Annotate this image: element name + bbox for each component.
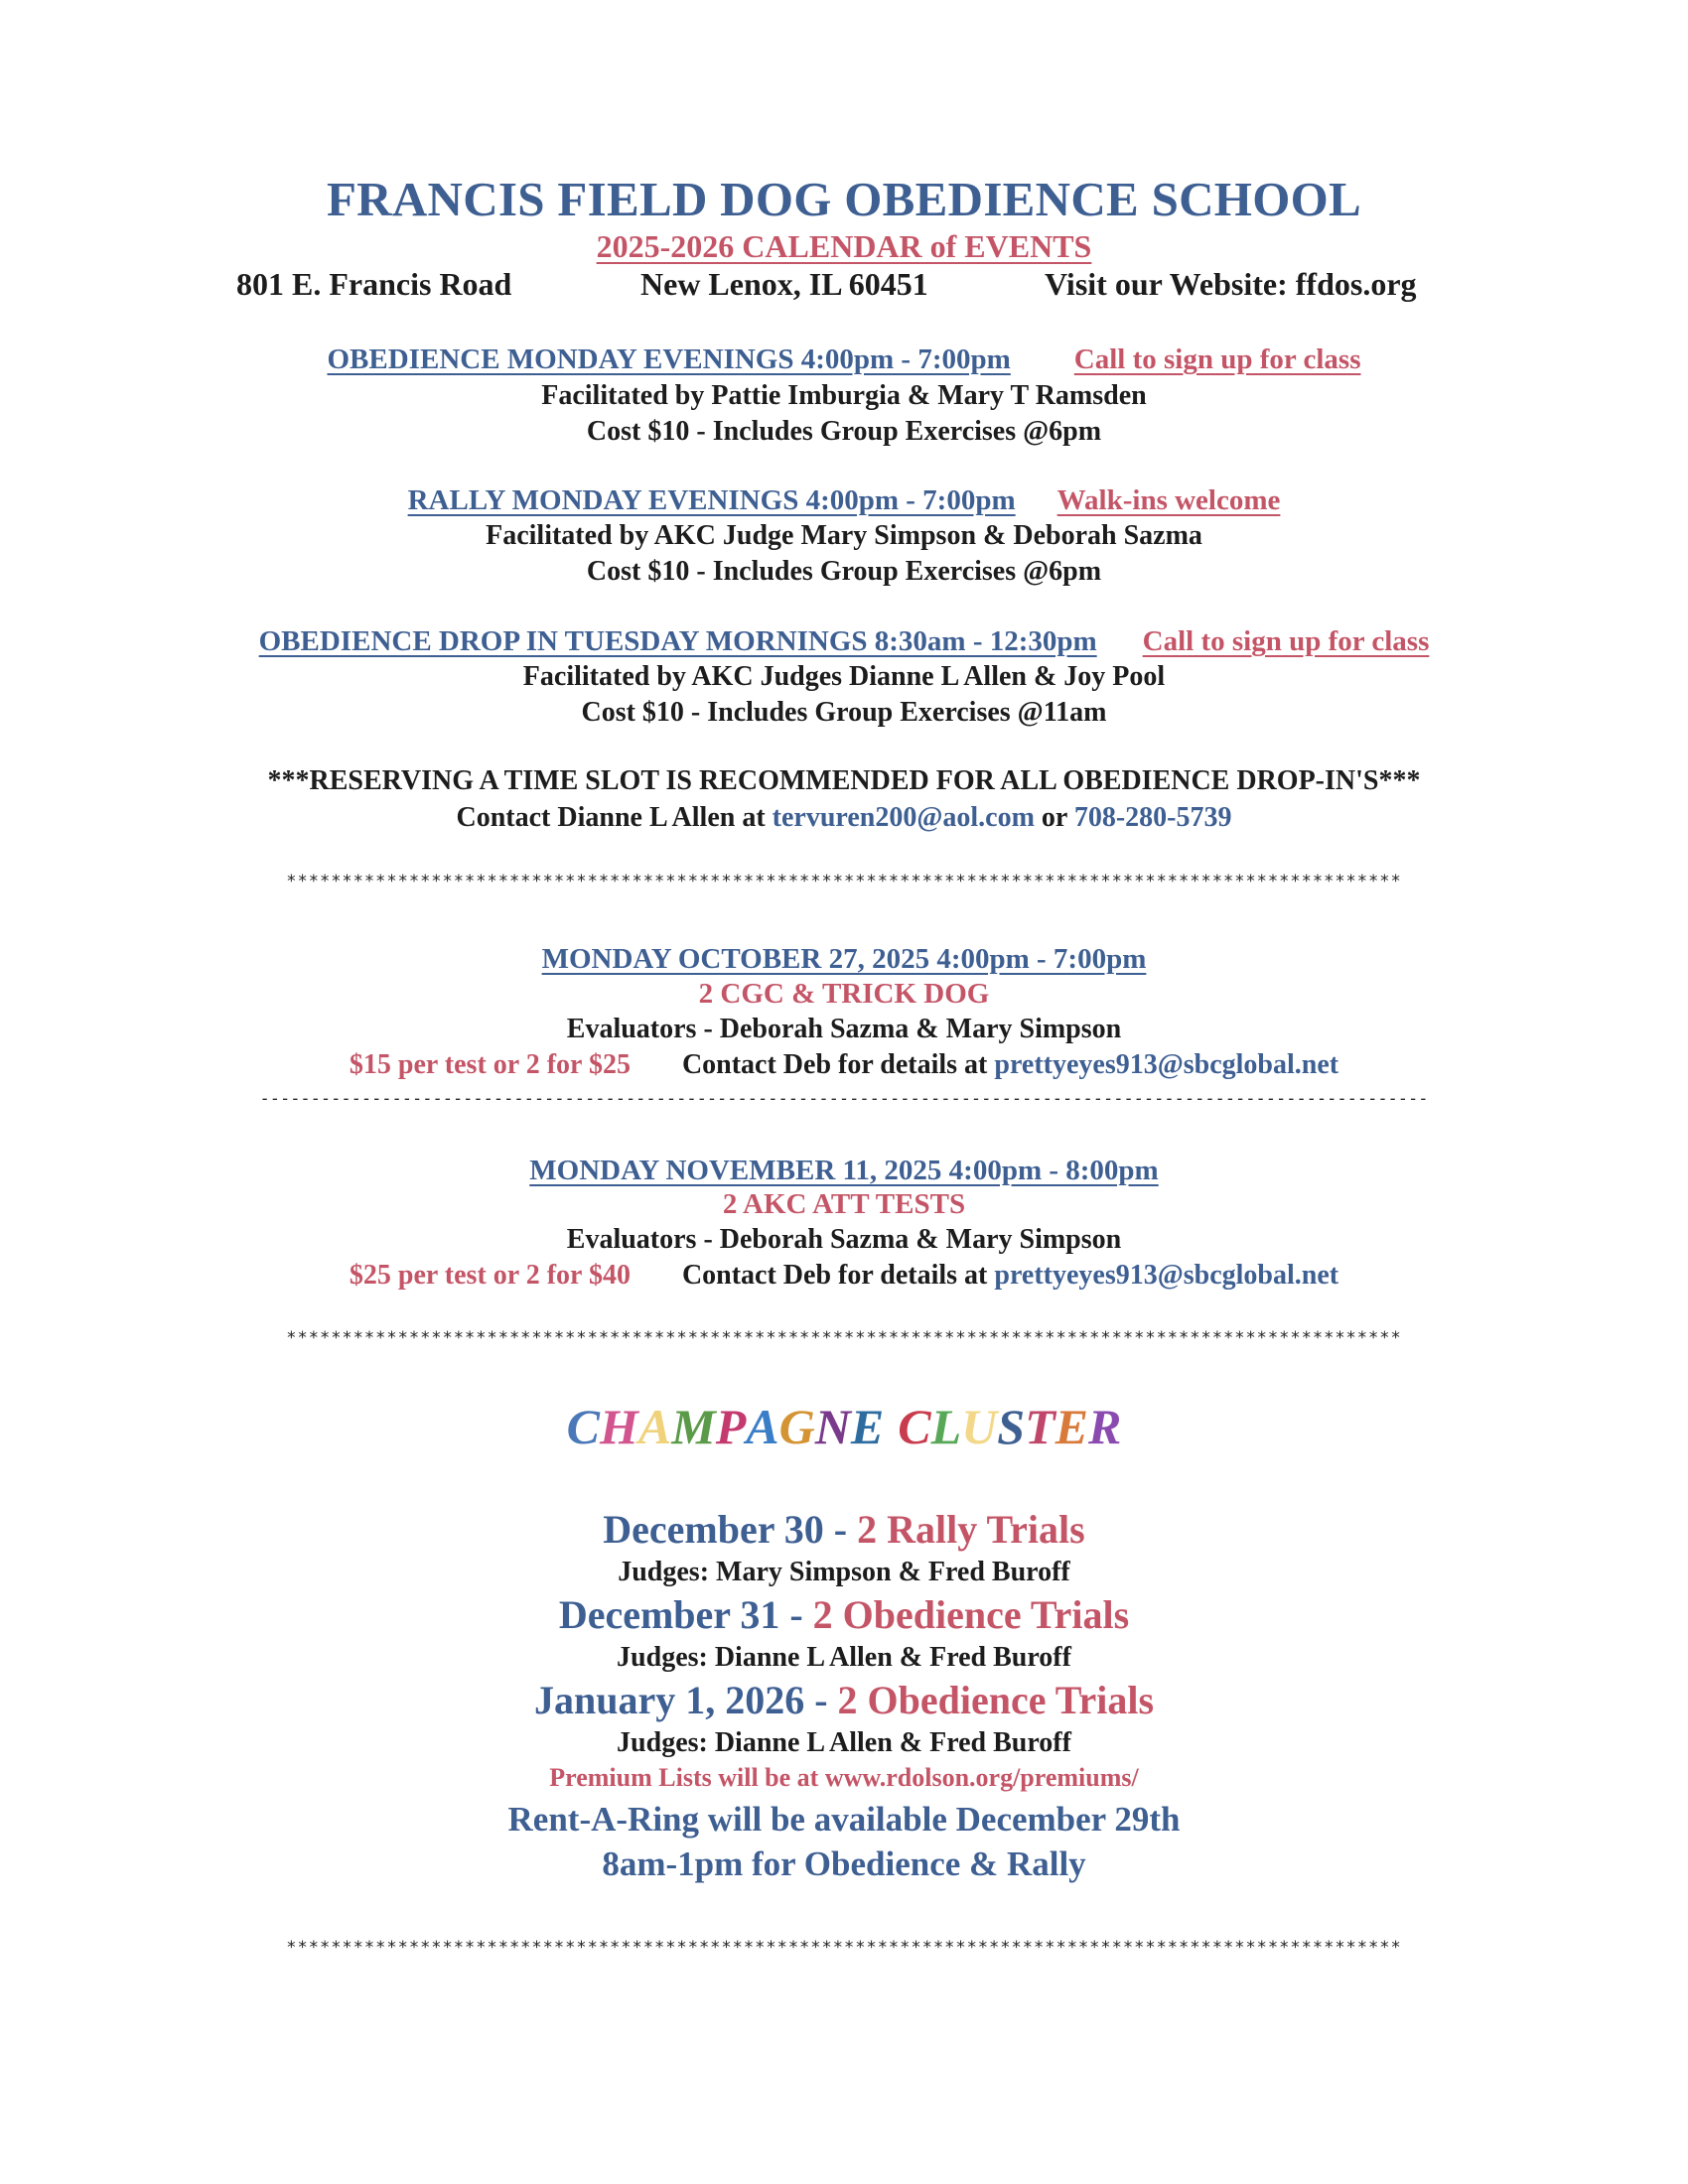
cluster-title — [0, 1398, 1688, 1455]
contact-email-link[interactable]: tervuren200@aol.com — [772, 802, 1035, 833]
cluster-title-letter: A — [746, 1399, 779, 1454]
test-date-text: MONDAY OCTOBER 27, 2025 4:00pm - 7:00pm — [541, 943, 1147, 975]
class-heading: OBEDIENCE DROP IN TUESDAY MORNINGS 8:30am - 12:30pm — [258, 625, 1097, 657]
test-date-text: MONDAY NOVEMBER 11, 2025 4:00pm - 8:00pm — [529, 1155, 1159, 1186]
trial-event: 2 Obedience Trials — [812, 1592, 1130, 1637]
trial-row — [0, 1506, 1688, 1553]
test-contact-email-link[interactable]: prettyeyes913@sbcglobal.net — [994, 1049, 1339, 1080]
rent-a-ring-hours: 8am-1pm for Obedience & Rally — [602, 1844, 1086, 1883]
cluster-title-letter: L — [930, 1399, 962, 1454]
street-address: 801 E. Francis Road — [236, 266, 512, 302]
class-facilitator: Facilitated by AKC Judges Dianne L Allen & Joy Pool — [522, 661, 1166, 692]
class-heading-row — [0, 484, 1688, 517]
class-heading-row — [0, 625, 1688, 658]
class-cost: Cost $10 - Includes Group Exercises @11am — [581, 697, 1107, 728]
test-price-row — [0, 1049, 1688, 1081]
test-contact-prefix: Contact Deb for details at — [681, 1049, 988, 1080]
reserve-contact-prefix: Contact Dianne L Allen at — [456, 802, 766, 833]
class-heading: RALLY MONDAY EVENINGS 4:00pm - 7:00pm — [407, 484, 1016, 516]
trial-row — [0, 1677, 1688, 1723]
city-address: New Lenox, IL 60451 — [640, 266, 928, 302]
test-date — [0, 943, 1688, 976]
reserve-notice: ***RESERVING A TIME SLOT IS RECOMMENDED FOR ALL OBEDIENCE DROP-IN'S*** — [267, 765, 1421, 796]
class-note: Walk-ins welcome — [1056, 484, 1281, 516]
cluster-title-letter: C — [898, 1399, 931, 1454]
class-facilitator: Facilitated by Pattie Imburgia & Mary T Ramsden — [541, 380, 1147, 411]
cluster-title-letter: H — [600, 1399, 638, 1454]
trial-date: December 31 - — [558, 1592, 813, 1637]
test-price: $25 per test or 2 for $40 — [349, 1260, 631, 1291]
trial-event: 2 Rally Trials — [857, 1507, 1085, 1552]
cluster-title-letter: E — [850, 1399, 885, 1454]
trial-date: January 1, 2026 - — [533, 1678, 838, 1722]
calendar-subtitle — [0, 228, 1688, 265]
class-heading-row — [0, 343, 1688, 376]
class-note: Call to sign up for class — [1073, 343, 1361, 375]
trial-judges: Judges: Dianne L Allen & Fred Buroff — [617, 1642, 1071, 1673]
website-text: Visit our Website: ffdos.org — [1045, 266, 1417, 302]
cluster-title-letter: P — [715, 1399, 747, 1454]
star-separator: **************************************************************************************************** — [286, 1328, 1402, 1348]
test-price-row — [0, 1260, 1688, 1292]
star-separator: **************************************************************************************************** — [286, 1938, 1402, 1958]
trial-judges: Judges: Dianne L Allen & Fred Buroff — [617, 1727, 1071, 1758]
class-facilitator: Facilitated by AKC Judge Mary Simpson & Deborah Sazma — [486, 520, 1202, 551]
cluster-title-letter: R — [1087, 1399, 1122, 1454]
cluster-title-letter: T — [1025, 1399, 1055, 1454]
class-cost: Cost $10 - Includes Group Exercises @6pm — [586, 416, 1102, 447]
dash-separator: ------------------------------------------------------------------------------------------------------------------- — [259, 1089, 1429, 1109]
cluster-title-text — [567, 1398, 1122, 1455]
test-price: $15 per test or 2 for $25 — [349, 1049, 631, 1080]
class-heading: OBEDIENCE MONDAY EVENINGS 4:00pm - 7:00pm — [327, 343, 1011, 375]
cluster-title-letter: C — [566, 1399, 601, 1454]
trial-date: December 30 - — [603, 1507, 858, 1552]
trial-row — [0, 1591, 1688, 1638]
reserve-contact — [0, 802, 1688, 834]
class-note: Call to sign up for class — [1142, 625, 1430, 657]
test-contact-prefix: Contact Deb for details at — [681, 1260, 988, 1291]
test-name: 2 CGC & TRICK DOG — [698, 978, 990, 1010]
contact-phone-link[interactable]: 708-280-5739 — [1073, 802, 1232, 833]
school-title: FRANCIS FIELD DOG OBEDIENCE SCHOOL — [326, 172, 1362, 226]
reserve-or: or — [1041, 802, 1067, 833]
test-name: 2 AKC ATT TESTS — [722, 1188, 966, 1220]
cluster-title-letter: G — [778, 1399, 815, 1454]
rent-a-ring-line: Rent-A-Ring will be available December 29th — [507, 1800, 1181, 1839]
cluster-title-letter: E — [1055, 1399, 1088, 1454]
star-separator: **************************************************************************************************** — [286, 872, 1402, 891]
test-date — [0, 1155, 1688, 1187]
cluster-title-letter: N — [814, 1399, 851, 1454]
calendar-subtitle-text: 2025-2026 CALENDAR of EVENTS — [596, 228, 1092, 264]
class-cost: Cost $10 - Includes Group Exercises @6pm — [586, 556, 1102, 587]
test-contact-email-link[interactable]: prettyeyes913@sbcglobal.net — [994, 1260, 1339, 1291]
test-evaluators: Evaluators - Deborah Sazma & Mary Simpson — [566, 1224, 1122, 1255]
trial-event: 2 Obedience Trials — [837, 1678, 1155, 1722]
trial-judges: Judges: Mary Simpson & Fred Buroff — [618, 1557, 1070, 1587]
cluster-title-letter: U — [961, 1399, 998, 1454]
test-evaluators: Evaluators - Deborah Sazma & Mary Simpson — [566, 1014, 1122, 1044]
cluster-title-letter: A — [637, 1399, 672, 1454]
premium-lists-note: Premium Lists will be at www.rdolson.org/premiums/ — [549, 1763, 1139, 1792]
cluster-title-letter: S — [997, 1399, 1026, 1454]
cluster-title-letter: M — [671, 1399, 716, 1454]
